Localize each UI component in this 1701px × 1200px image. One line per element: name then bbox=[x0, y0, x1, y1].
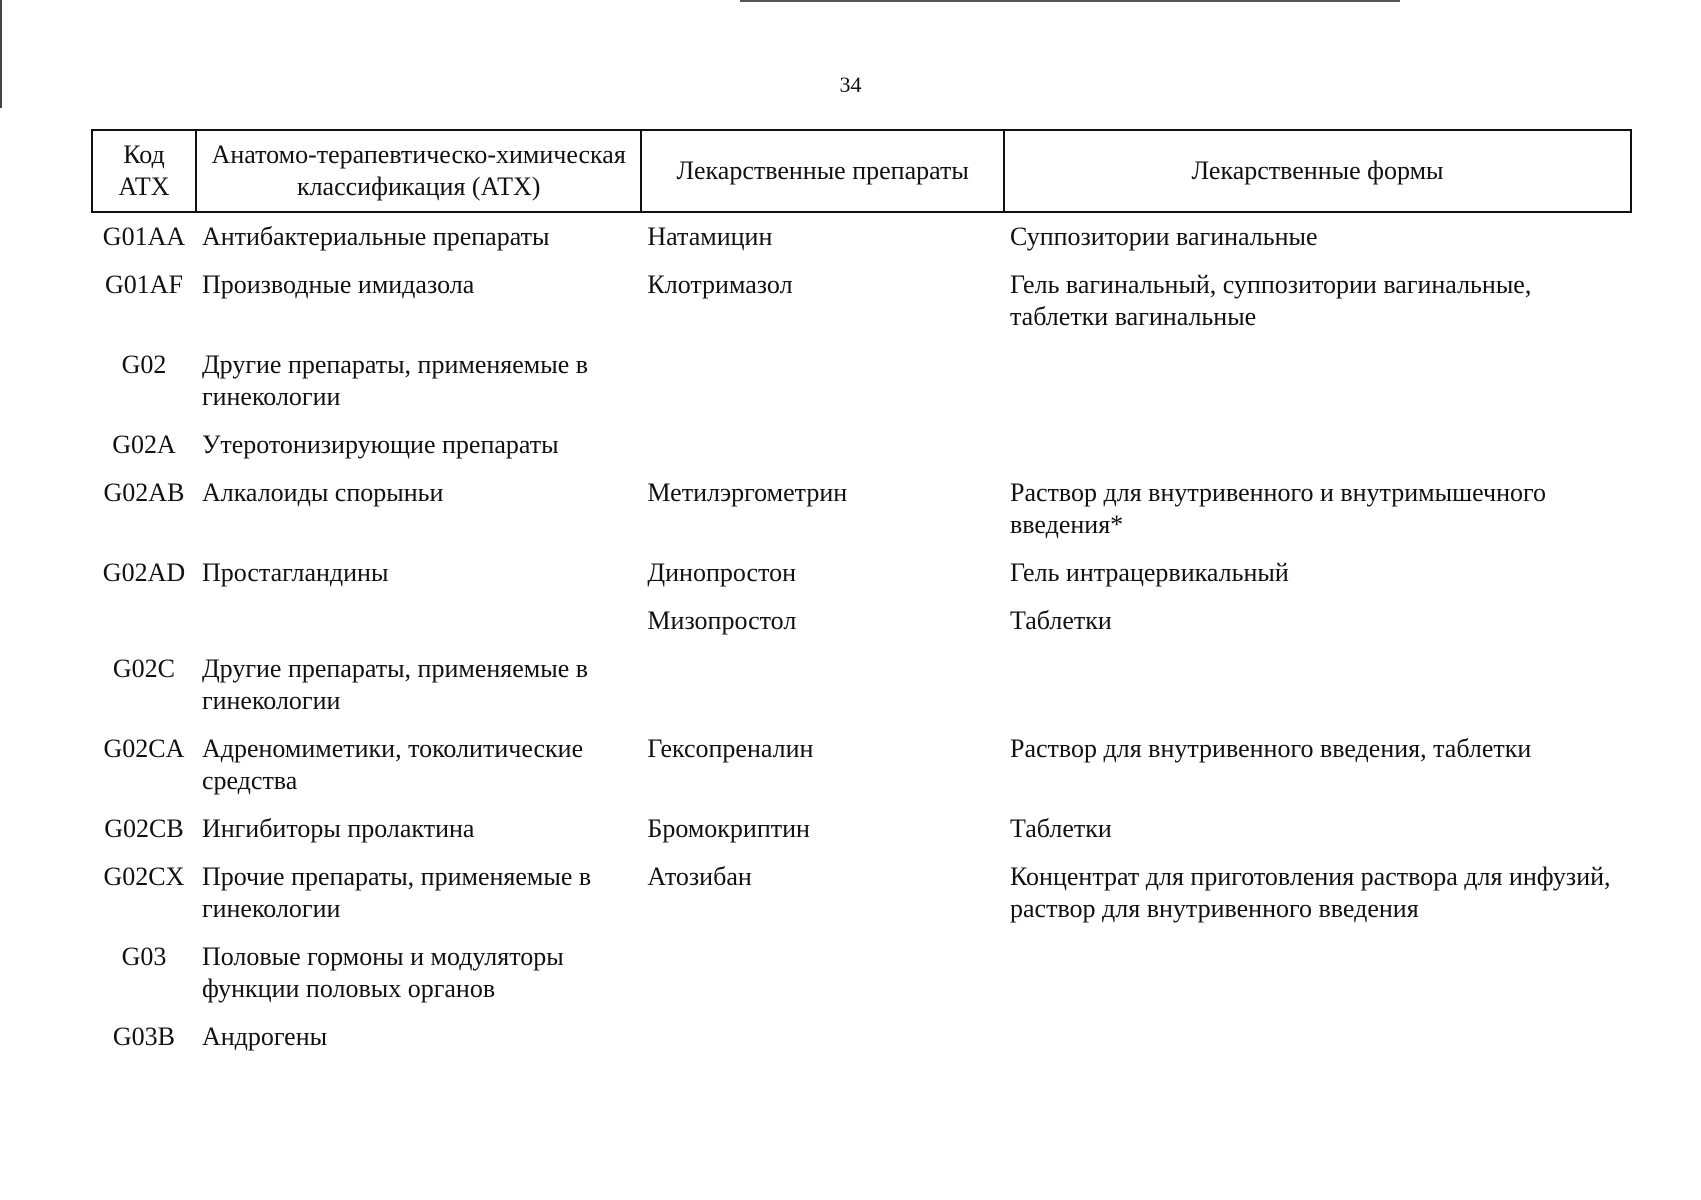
code-cell: G02CX bbox=[103, 862, 185, 891]
form-cell: Раствор для внутривенного введения, таблетки bbox=[1010, 734, 1532, 763]
form-cell bbox=[1004, 653, 1631, 733]
classification-cell: Другие препараты, применяемые в гинекологии bbox=[201, 654, 589, 715]
classification-cell: Другие препараты, применяемые в гинекологии bbox=[201, 350, 589, 411]
classification-cell: Ингибиторы пролактина bbox=[201, 814, 475, 843]
drug-cell bbox=[641, 349, 1004, 429]
table-row bbox=[92, 349, 1631, 429]
classification-cell: Производные имидазола bbox=[201, 270, 475, 299]
code-cell: G02A bbox=[112, 430, 176, 459]
classification-cell: Прочие препараты, применяемые в гинекологии bbox=[201, 862, 592, 923]
form-cell: Гель интрацервикальный bbox=[1010, 558, 1289, 587]
drug-cell: Клотримазол bbox=[647, 270, 793, 299]
table-row bbox=[92, 269, 1631, 349]
table-row bbox=[92, 477, 1631, 557]
form-cell: Концентрат для приготовления раствора для инфузий, раствор для внутривенного введения bbox=[1010, 862, 1611, 923]
table-header bbox=[92, 130, 1631, 212]
table-row bbox=[92, 212, 1631, 269]
drug-cell: Натамицин bbox=[647, 222, 773, 251]
code-cell: G02AD bbox=[102, 558, 186, 587]
drug-cell bbox=[641, 941, 1004, 1021]
code-cell: G02 bbox=[121, 350, 167, 379]
table-row bbox=[92, 941, 1631, 1021]
table-row bbox=[92, 1021, 1631, 1069]
classification-cell: Антибактериальные препараты bbox=[201, 222, 550, 251]
drug-cell bbox=[641, 429, 1004, 477]
drug-cell: Гексопреналин bbox=[647, 734, 814, 763]
form-cell: Суппозитории вагинальные bbox=[1010, 222, 1318, 251]
table-row bbox=[92, 653, 1631, 733]
classification-cell: Алкалоиды спорыньи bbox=[201, 478, 444, 507]
drug-cell bbox=[641, 1021, 1004, 1069]
header-classification: Анатомо-терапевтическо-химическая классификация (АТХ) bbox=[196, 130, 641, 212]
drug-cell: Бромокриптин bbox=[647, 814, 810, 843]
page-number: 34 bbox=[839, 72, 862, 97]
classification-cell: Половые гормоны и модуляторы функции половых органов bbox=[201, 942, 564, 1003]
code-cell: G01AA bbox=[102, 222, 186, 251]
form-cell bbox=[1004, 941, 1631, 1021]
header-drugs: Лекарственные препараты bbox=[641, 130, 1004, 212]
drug-cell bbox=[641, 653, 1004, 733]
classification-cell: Простагландины bbox=[201, 558, 389, 587]
classification-cell: Адреномиметики, токолитические средства bbox=[201, 734, 584, 795]
table-row bbox=[92, 733, 1631, 813]
drug-cell: Атозибан bbox=[647, 862, 752, 891]
top-rule-line bbox=[740, 0, 1400, 2]
form-cell bbox=[1004, 349, 1631, 429]
form-cell: Раствор для внутривенного и внутримышечного введения* bbox=[1010, 478, 1546, 539]
form-cell: Таблетки bbox=[1010, 606, 1112, 635]
classification-cell: Андрогены bbox=[201, 1022, 328, 1051]
atx-table bbox=[91, 129, 1632, 1069]
table-row bbox=[92, 557, 1631, 605]
code-cell: G01AF bbox=[104, 270, 183, 299]
header-row bbox=[92, 130, 1631, 212]
table-row bbox=[92, 813, 1631, 861]
classification-cell: Утеротонизирующие препараты bbox=[201, 430, 559, 459]
table-row bbox=[92, 429, 1631, 477]
table-row bbox=[92, 861, 1631, 941]
code-cell: G03B bbox=[112, 1022, 176, 1051]
code-cell: G03 bbox=[121, 942, 167, 971]
classification-cell bbox=[196, 605, 641, 653]
form-cell bbox=[1004, 429, 1631, 477]
code-cell: G02C bbox=[112, 654, 176, 683]
form-cell: Гель вагинальный, суппозитории вагинальные, таблетки вагинальные bbox=[1010, 270, 1532, 331]
drug-cell: Метилэргометрин bbox=[647, 478, 848, 507]
header-forms: Лекарственные формы bbox=[1004, 130, 1631, 212]
form-cell bbox=[1004, 1021, 1631, 1069]
code-cell bbox=[92, 605, 196, 653]
table-body bbox=[92, 212, 1631, 1069]
drug-cell: Мизопростол bbox=[647, 606, 797, 635]
drug-cell: Динопростон bbox=[647, 558, 797, 587]
code-cell: G02CA bbox=[103, 734, 185, 763]
table-row bbox=[92, 605, 1631, 653]
code-cell: G02CB bbox=[104, 814, 184, 843]
header-code: Код АТХ bbox=[92, 130, 196, 212]
form-cell: Таблетки bbox=[1010, 814, 1112, 843]
code-cell: G02AB bbox=[103, 478, 185, 507]
